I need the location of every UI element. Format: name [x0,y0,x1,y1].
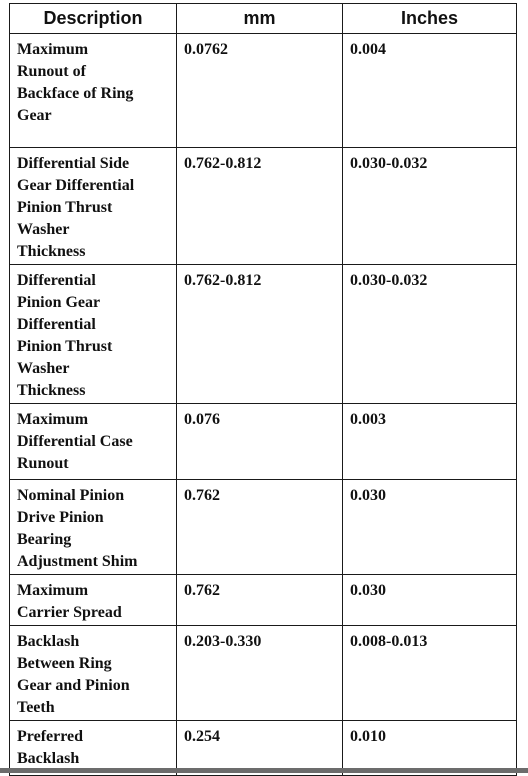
table-body [10,34,517,776]
description-line: Runout of [17,63,86,80]
description-line: Maximum [17,582,89,599]
table-header-row [10,4,517,34]
description-line: Backlash [17,750,80,767]
description-line: Washer [17,221,70,238]
description-line: Adjustment Shim [17,553,138,570]
table-row [10,404,517,480]
specification-table [9,3,517,776]
column-header-inches: Inches [343,4,517,34]
description-line: Carrier Spread [17,604,122,621]
description-line: Differential Side [17,155,130,172]
description-line: Thickness [17,382,86,399]
inches-value-cell: 0.010 [343,721,517,776]
mm-value-cell: 0.762-0.812 [177,148,343,265]
table-row [10,480,517,575]
table-row [10,34,517,148]
description-line: Preferred [17,728,84,745]
description-cell [10,34,177,148]
description-line: Differential [17,316,96,333]
description-line: Gear and Pinion [17,677,130,694]
table-row [10,265,517,404]
mm-value-cell: 0.762 [177,480,343,575]
mm-value-cell: 0.254 [177,721,343,776]
inches-value-cell: 0.003 [343,404,517,480]
mm-value-cell: 0.203-0.330 [177,626,343,721]
description-line: Nominal Pinion [17,487,125,504]
column-header-description: Description [10,4,177,34]
description-line: Washer [17,360,70,377]
description-line: Thickness [17,243,86,260]
description-line: Maximum [17,41,89,58]
description-line: Pinion Thrust [17,338,113,355]
description-line: Between Ring [17,655,112,672]
description-cell [10,148,177,265]
inches-value-cell: 0.004 [343,34,517,148]
inches-value-cell: 0.030-0.032 [343,148,517,265]
description-line: Pinion Thrust [17,199,113,216]
mm-value-cell: 0.762 [177,575,343,626]
description-line: Maximum [17,411,89,428]
description-line: Differential [17,272,96,289]
description-line: Differential Case [17,433,133,450]
description-line: Drive Pinion [17,509,104,526]
description-line: Backlash [17,633,80,650]
description-cell [10,404,177,480]
scan-bottom-edge [0,768,528,773]
inches-value-cell: 0.008-0.013 [343,626,517,721]
description-line: Runout [17,455,69,472]
description-cell [10,575,177,626]
inches-value-cell: 0.030-0.032 [343,265,517,404]
inches-value-cell: 0.030 [343,480,517,575]
description-line: Gear [17,107,52,124]
description-line: Pinion Gear [17,294,101,311]
description-line: Backface of Ring [17,85,134,102]
table-row [10,626,517,721]
description-line: Teeth [17,699,55,716]
description-line: Gear Differential [17,177,135,194]
description-cell [10,265,177,404]
description-line: Bearing [17,531,72,548]
table-row [10,148,517,265]
table-row [10,575,517,626]
mm-value-cell: 0.762-0.812 [177,265,343,404]
mm-value-cell: 0.076 [177,404,343,480]
inches-value-cell: 0.030 [343,575,517,626]
description-cell [10,626,177,721]
mm-value-cell: 0.0762 [177,34,343,148]
description-cell [10,480,177,575]
column-header-mm: mm [177,4,343,34]
